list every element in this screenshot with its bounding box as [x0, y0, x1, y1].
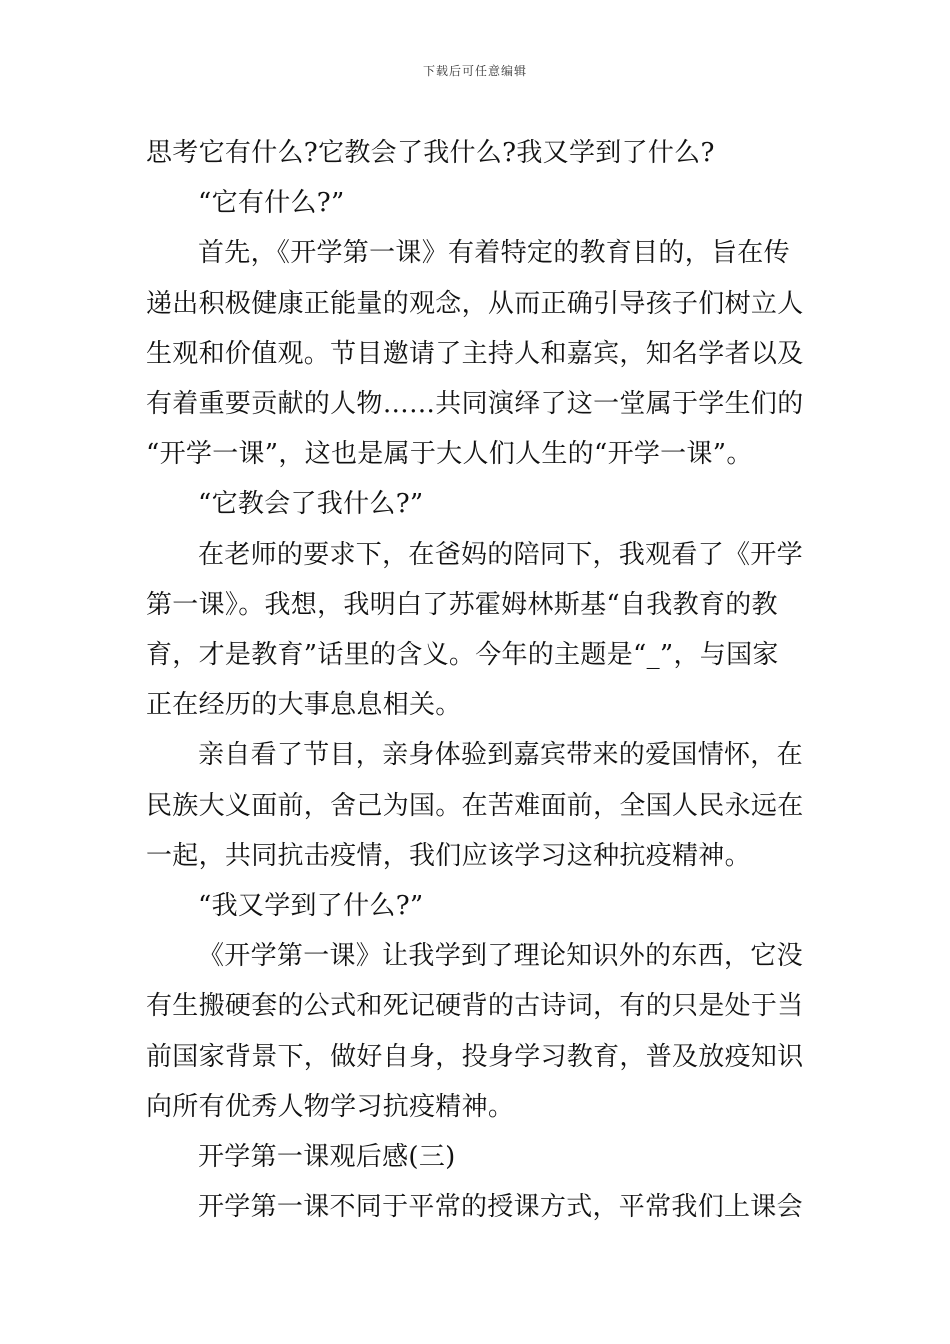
text-line: 正在经历的大事息息相关。 [146, 690, 462, 721]
text-line: 向所有优秀人物学习抗疫精神。 [146, 1091, 515, 1122]
text-line: 民族大义面前，舍己为国。在苦难面前，全国人民永远在 [146, 790, 804, 821]
text-line: 首先，《开学第一课》有着特定的教育目的，旨在传 [198, 238, 790, 269]
text-line: 有生搬硬套的公式和死记硬背的古诗词，有的只是处于当 [146, 991, 804, 1022]
text-line: 育，才是教育”话里的含义。今年的主题是“_”，与国家 [146, 640, 779, 671]
text-line: “它有什么?” [198, 188, 345, 219]
text-line: 思考它有什么?它教会了我什么?我又学到了什么? [146, 138, 715, 168]
document-body [146, 128, 808, 1232]
text-line: 在老师的要求下，在爸妈的陪同下，我观看了《开学 [198, 539, 803, 570]
text-line: “我又学到了什么?” [198, 891, 424, 922]
text-line: “它教会了我什么?” [198, 489, 424, 520]
text-line: 开学第一课不同于平常的授课方式，平常我们上课会 [198, 1192, 803, 1223]
text-line: 前国家背景下，做好自身，投身学习教育，普及放疫知识 [146, 1041, 804, 1072]
text-line: 第一课》。我想，我明白了苏霍姆林斯基“自我教育的教 [146, 589, 778, 620]
page-header-note: 下载后可任意编辑 [422, 64, 527, 78]
text-line: 有着重要贡献的人物……共同演绎了这一堂属于学生们的 [146, 389, 804, 420]
text-line: 《开学第一课》让我学到了理论知识外的东西，它没 [198, 941, 803, 972]
text-line: “开学一课”，这也是属于大人们人生的“开学一课”。 [146, 439, 753, 470]
text-line: 递出积极健康正能量的观念，从而正确引导孩子们树立人 [146, 288, 804, 319]
text-line: 一起，共同抗击疫情，我们应该学习这种抗疫精神。 [146, 840, 751, 871]
text-line: 生观和价值观。节目邀请了主持人和嘉宾，知名学者以及 [146, 338, 804, 369]
text-line: 开学第一课观后感(三) [198, 1142, 456, 1173]
text-line: 亲自看了节目，亲身体验到嘉宾带来的爱国情怀，在 [198, 740, 803, 771]
